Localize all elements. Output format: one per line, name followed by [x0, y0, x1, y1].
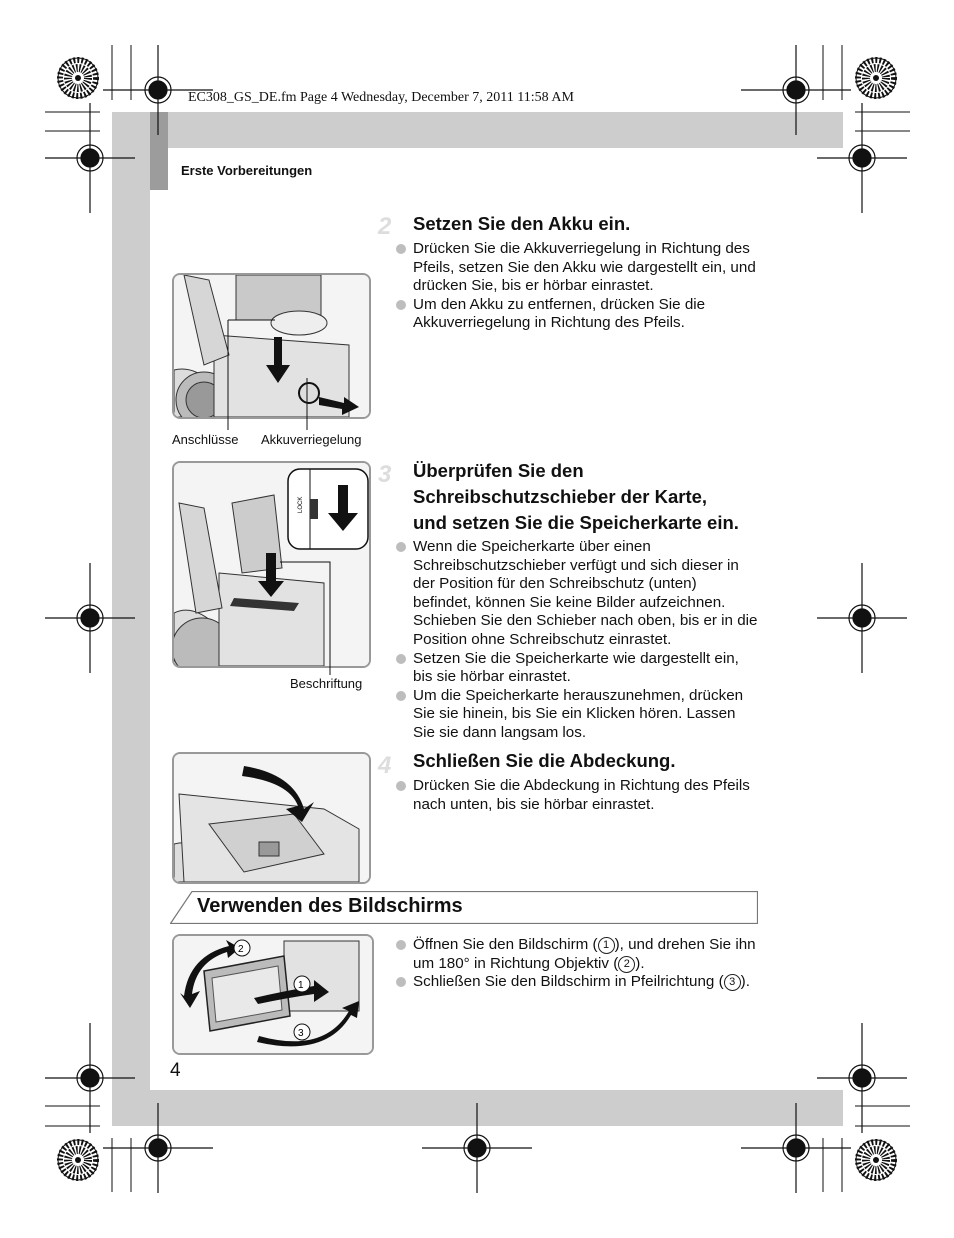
callout-lines: [220, 318, 310, 433]
list-item: Um die Speicherkarte herauszunehmen, drücken Sie sie hinein, bis Sie ein Klicken hören. Lassen Sie sie dann langsam los.: [413, 687, 758, 743]
list-item: Drücken Sie die Abdeckung in Richtung des Pfeils nach unten, bis sie hörbar einrastet.: [413, 777, 758, 814]
svg-text:LOCK: LOCK: [298, 496, 304, 513]
circled-number-2: 2: [618, 956, 635, 973]
svg-text:3: 3: [298, 1028, 304, 1039]
step-number-3: 3: [378, 461, 392, 488]
step-4-title: Schließen Sie die Abdeckung.: [413, 750, 676, 771]
step-2-bullets: [413, 240, 758, 333]
list-item: Wenn die Speicherkarte über einen Schreibschutzschieber verfügt und sich dieser in der Position für den Schreibschutz (unten) befindet, können Sie keine Bilder aufzeichnen. Schieben Sie den Schieber nach oben, bis er in die Position ohne Schreibschutz einrastet.: [413, 538, 758, 648]
step-number-4: 4: [378, 752, 392, 779]
svg-text:2: 2: [238, 944, 244, 955]
list-item: Setzen Sie die Speicherkarte wie dargestellt ein, bis sie hörbar einrastet.: [413, 650, 758, 687]
step-3-bullets: [413, 538, 758, 743]
section-label: Erste Vorbereitungen: [181, 163, 313, 178]
circled-number-1: 1: [598, 937, 615, 954]
step-number-2: 2: [378, 213, 392, 240]
cover-illustration: [172, 752, 371, 884]
memory-card-illustration: [172, 461, 371, 668]
list-item: Schließen Sie den Bildschirm in Pfeilrichtung ( 3 ).: [413, 973, 758, 992]
circled-number-3: 3: [724, 974, 741, 991]
screen-rotation-illustration: [172, 934, 374, 1055]
file-info-header: EC308_GS_DE.fm Page 4 Wednesday, December 7, 2011 11:58 AM: [188, 90, 574, 105]
step-3-title: Überprüfen Sie den Schreibschutzschieber der Karte, und setzen Sie die Speicherkarte ein.: [413, 460, 739, 533]
screen-section-bullets: [413, 936, 758, 992]
list-item: Drücken Sie die Akkuverriegelung in Richtung des Pfeils, setzen Sie den Akku wie dargestellt ein, und drücken Sie, bis er hörbar einrastet.: [413, 240, 758, 296]
caption-terminals: Anschlüsse: [172, 432, 239, 447]
callout-line-label: [278, 560, 338, 680]
page-number: 4: [170, 1060, 181, 1081]
list-item: Öffnen Sie den Bildschirm ( 1 ), und drehen Sie ihn um 180° in Richtung Objektiv ( 2 ).: [413, 936, 758, 973]
caption-label: Beschriftung: [290, 676, 363, 691]
section-title: Verwenden des Bildschirms: [197, 895, 463, 917]
step-2-title: Setzen Sie den Akku ein.: [413, 213, 631, 234]
svg-text:1: 1: [298, 980, 304, 991]
step-4-bullets: [413, 777, 758, 814]
caption-battery-lock: Akkuverriegelung: [261, 432, 362, 447]
list-item: Um den Akku zu entfernen, drücken Sie die Akkuverriegelung in Richtung des Pfeils.: [413, 296, 758, 333]
